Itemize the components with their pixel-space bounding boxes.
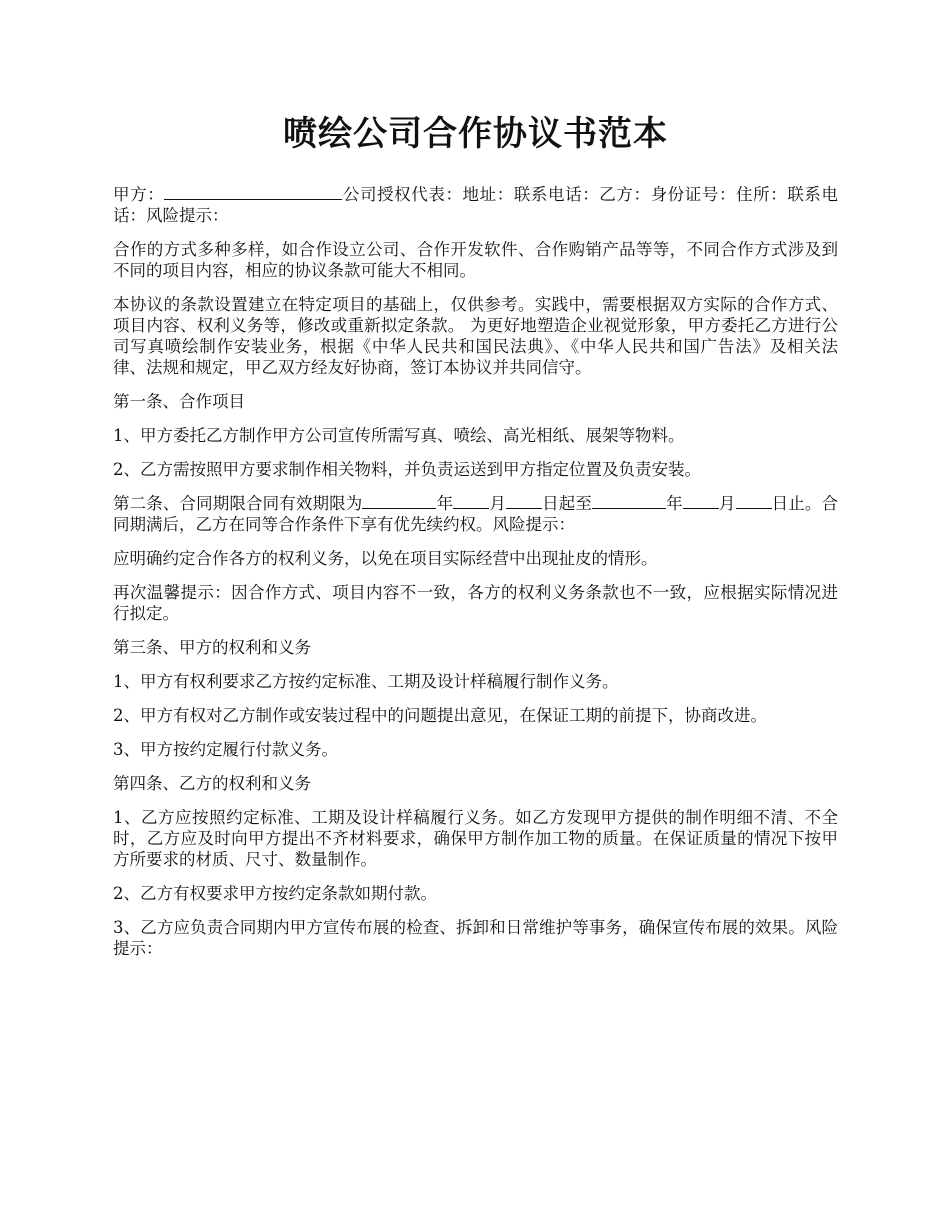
start-month-blank [453,493,489,509]
start-month-label: 月 [489,494,506,513]
article-4-item-3: 3、乙方应负责合同期内甲方宣传布展的检查、拆卸和日常维护等事务，确保宣传布展的效果。风险提示： [113,918,838,958]
end-day-label: 日 [771,494,789,513]
term-lead: 第二条、合同期限合同有效期限为 [113,494,363,513]
rights-tip-paragraph: 应明确约定合作各方的权利义务，以免在项目实际经营中出现扯皮的情形。 [113,549,658,568]
header-rest: 公司授权代表：地址：联系电话：乙方：身份证号：住所：联系电话：风险提示： [113,185,838,225]
article-3-item-3: 3、甲方按约定履行付款义务。 [113,740,338,759]
basis-paragraph: 本协议的条款设置建立在特定项目的基础上，仅供参考。实践中，需要根据双方实际的合作方式、项目内容、权利义务等，修改或重新拟定条款。 为更好地塑造企业视觉形象，甲方委托乙方进行公司写真喷绘制作安装业务，根据《中华人民共和国民法典》、《中华人民共和国广告法》及相关法律、法规和规定，甲乙双方经友好协商，签订本协议并共同信守。 [113,295,838,377]
article-3-item-2: 2、甲方有权对乙方制作或安装过程中的问题提出意见，在保证工期的前提下，协商改进。 [113,706,767,725]
article-1-item-2: 2、乙方需按照甲方要求制作相关物料，并负责运送到甲方指定位置及负责安装。 [113,460,701,479]
start-day-blank [506,493,542,509]
article-4-item-2: 2、乙方有权要求甲方按约定条款如期付款。 [113,884,437,903]
document-title: 喷绘公司合作协议书范本 [283,114,668,154]
end-day-blank [736,493,772,509]
article-4-title: 第四条、乙方的权利和义务 [113,774,311,793]
intro-paragraph: 合作的方式多种多样，如合作设立公司、合作开发软件、合作购销产品等等，不同合作方式涉及到不同的项目内容，相应的协议条款可能大不相同。 [113,240,838,280]
end-year-blank [592,493,666,509]
party-a-blank [164,184,342,200]
article-1-title: 第一条、合作项目 [113,392,245,411]
article-1-item-1: 1、甲方委托乙方制作甲方公司宣传所需写真、喷绘、高光相纸、展架等物料。 [113,426,685,445]
article-3-item-1: 1、甲方有权利要求乙方按约定标准、工期及设计样稿履行制作义务。 [113,672,619,691]
header-party-info [113,184,838,226]
start-year-blank [362,493,436,509]
start-day-label: 日起至 [541,494,592,513]
term-tail: 止。合同期满后，乙方在同等合作条件下享有优先续约权。风险提示： [113,494,839,534]
article-2-term [113,493,838,535]
reminder-paragraph: 再次温馨提示：因合作方式、项目内容不一致，各方的权利义务条款也不一致，应根据实际情况进行拟定。 [113,583,838,623]
article-3-title: 第三条、甲方的权利和义务 [113,638,311,657]
end-month-blank [683,493,719,509]
end-year-label: 年 [666,494,683,513]
party-a-label: 甲方： [113,185,165,204]
end-month-label: 月 [718,494,736,513]
article-4-item-1: 1、乙方应按照约定标准、工期及设计样稿履行义务。如乙方发现甲方提供的制作明细不清、不全时，乙方应及时向甲方提出不齐材料要求，确保甲方制作加工物的质量。在保证质量的情况下按甲方所要求的材质、尺寸、数量制作。 [113,808,838,869]
start-year-label: 年 [436,494,454,513]
